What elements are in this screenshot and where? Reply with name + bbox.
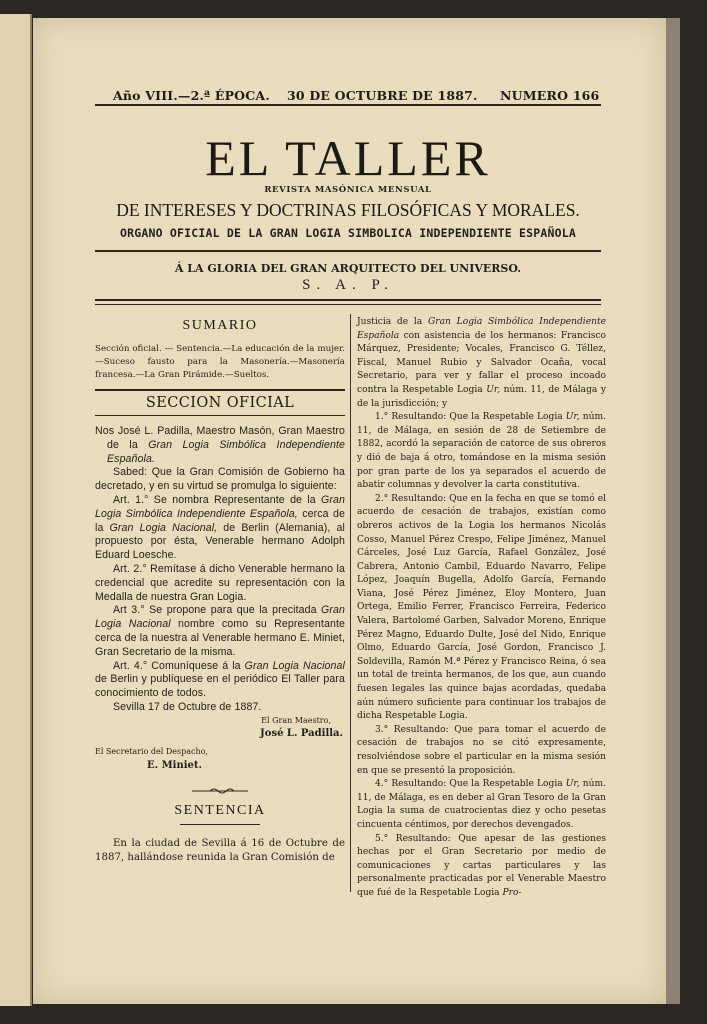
ornament-icon xyxy=(190,787,250,795)
sentencia-rule xyxy=(180,824,260,825)
resultando-2: 2.° Resultando: Que en la fecha en que se tomó el acuerdo de cesación de trabajos, existían como obreros activos de la Logia los hermanos Nicolás Cosso, Manuel Pérez Crespo, Felipe Jiménez, Manuel Cárceles, José Luz García, Rafael González, José Cabrera, Antonio Cambil, Eduardo Navarro, Felipe López, Joaquín Bugella, Adolfo García, Fernando Viana, José Pérez Jiménez, Eloy Montero, Juan Ortega, Emilio Ferrer, Francisco Ferreira, Federico Valera, Bartolomé Garben, Salvador Moreno, Enrique Pérez Magno, Eduardo Dulte, José del Nido, Enrique Olmo, Eduardo García, José Gordon, Francisco J. Soldevilla, Ramón M.ª Pérez y Francisco Reina, ó sea un total de treinta hermanos, de los que, aun cuando fuesen legales las quince bajas acordadas, quedaba aún número suficiente para continuar los trabajos de dicha Respetable Logia. xyxy=(357,493,606,722)
r4-emphasis: Ur, xyxy=(565,779,580,790)
p1-emphasis: Gran Logia Simbólica Independiente Española xyxy=(357,317,606,341)
issue-label: Año VIII.—2.ª ÉPOCA. xyxy=(113,88,270,103)
secretario-name: E. Miniet. xyxy=(147,759,202,771)
p1-text-b: con asistencia de los hermanos: Francisco Márquez, Presidente; Vocales, Francisco G. Téllez, Fiscal, Manuel Rubio y Salvador Ocaña, vocal Secretario, para ver y fallar el proceso incoado contra la Respetable Logia xyxy=(357,330,606,395)
sumario-heading: SUMARIO xyxy=(182,318,258,333)
p1-text-c: núm. 11, de Málaga y de la jurisdicción; y xyxy=(357,384,606,409)
sumario-rule xyxy=(95,389,345,391)
seccion-oficial-heading: SECCION OFICIAL xyxy=(145,395,295,411)
decree-article-4 xyxy=(95,660,345,701)
sentencia-heading: SENTENCIA xyxy=(174,802,266,818)
art3-text-a: Art 3.° Se propone para que la precitada xyxy=(113,604,322,617)
masthead-organo: ORGANO OFICIAL DE LA GRAN LOGIA SIMBOLICA INDEPENDIENTE ESPAÑOLA xyxy=(120,226,576,240)
issue-number: NUMERO 166 xyxy=(500,88,600,103)
r5-text-a: 5.° Resultando: Que apesar de las gestiones hechas por el Gran Secretario por medio de comunicaciones y cartas particulares y las personalmente practicadas por el Venerable Maestro que fué de la Respetable Logia xyxy=(357,833,606,898)
decree-intro xyxy=(95,425,345,466)
r1-text-a: 1.° Resultando: Que la Respetable Logia xyxy=(375,412,566,423)
art1-emphasis-b: Gran Logia Nacional, xyxy=(109,521,218,534)
decree-intro-emphasis: Gran Logia Simbólica Independiente Española. xyxy=(107,438,345,465)
seccion-oficial-rule xyxy=(95,415,345,416)
decree-sabed: Sabed: Que la Gran Comisión de Gobierno ha decretado, y en su virtud se promulga lo siguiente: xyxy=(95,466,345,493)
secretario-title: El Secretario del Despacho, xyxy=(95,746,209,756)
facing-page-edge xyxy=(0,14,32,1006)
p1-emphasis-b: Ur, xyxy=(486,384,501,395)
sentencia-intro: En la ciudad de Sevilla á 16 de Octubre de 1887, hallándose reunida la Gran Comisión de xyxy=(95,837,345,863)
resultando-4 xyxy=(357,778,606,832)
decree-article-2: Art. 2.° Remítase á dicho Venerable hermano la credencial que acredite su representación con la Medalla de nuestra Gran Logia. xyxy=(95,562,345,603)
art3-emphasis: Gran Logia Nacional xyxy=(95,604,345,631)
masthead-title: EL TALLER xyxy=(205,130,491,186)
r1-text-b: núm. 11, de Málaga, en sesión de 28 de Setiembre de 1882, acordó la separación de catorce de sus obreros y dió de baja á otro, tomándose en la misma sesión por gran parte de los ya separados el acuerdo de abatir columnas y devolver la carta constitutiva. xyxy=(357,412,606,491)
p1-text-a: Justicia de la xyxy=(357,317,429,327)
art4-text-b: de Berlin y publíquese en el periódico El Taller para conocimiento de todos. xyxy=(95,673,345,700)
art1-text-c: de Berlin (Alemania), al propuesto por ésta, Venerable hermano Adolph Eduard Loesche. xyxy=(95,521,345,562)
header-rule xyxy=(95,104,601,106)
masthead-subtitle: DE INTERESES Y DOCTRINAS FILOSÓFICAS Y MORALES. xyxy=(116,200,580,220)
r1-emphasis: Ur, xyxy=(565,412,580,423)
r4-text-a: 4.° Resultando: Que la Respetable Logia xyxy=(375,779,566,790)
art4-text-a: Art. 4.° Comuníquese á la xyxy=(113,659,245,672)
r5-emphasis: Pro- xyxy=(502,887,522,898)
sap-line: S. A. P. xyxy=(302,277,394,293)
decree-intro-text: Nos José L. Padilla, Maestro Masón, Gran Maestro de la xyxy=(95,425,345,451)
resultando-1 xyxy=(357,411,606,493)
art3-text-b: nombre como su Representante cerca de la nuestra al Venerable hermano E. Miniet, Gran Secretario de la misma. xyxy=(95,618,345,658)
column-separator xyxy=(350,314,351,892)
right-column xyxy=(357,316,606,901)
dedication-line: Á LA GLORIA DEL GRAN ARQUITECTO DEL UNIVERSO. xyxy=(174,262,522,275)
gran-maestro-title: El Gran Maestro, xyxy=(261,715,331,725)
resultando-3: 3.° Resultando: Que para tomar el acuerdo de cesación de trabajos no se citó expresamente, resolviéndose sobre el particular en la misma sesión en que se presentó la proposición. xyxy=(357,724,606,776)
masthead-rule xyxy=(95,250,601,252)
decree-date: Sevilla 17 de Octubre de 1887. xyxy=(113,700,262,713)
sentencia-continuation xyxy=(357,316,606,411)
section-rule-bottom xyxy=(95,304,601,305)
art4-emphasis: Gran Logia Nacional xyxy=(244,659,345,672)
resultando-5 xyxy=(357,833,606,901)
art1-emphasis-a: Gran Logia Simbólica Independiente Española, xyxy=(95,493,345,520)
art1-text-b: cerca de la xyxy=(95,507,345,534)
ornament-divider xyxy=(95,780,345,799)
sumario-text: Sección oficial. — Sentencia.—La educación de la mujer.—Suceso fausto para la Masonería.—Masonería francesa.—La Gran Pirámide.—Sueltos. xyxy=(95,344,345,380)
gran-maestro-name: José L. Padilla. xyxy=(260,727,343,739)
art1-text-a: Art. 1.° Se nombra Representante de la xyxy=(113,493,322,506)
left-column xyxy=(95,316,345,865)
decree-article-3 xyxy=(95,604,345,659)
masthead-subtitle-small: REVISTA MASÓNICA MENSUAL xyxy=(264,185,432,195)
decree-article-1 xyxy=(95,494,345,563)
page-edge xyxy=(666,18,680,1004)
section-rule-top xyxy=(95,299,601,301)
issue-date: 30 DE OCTUBRE DE 1887. xyxy=(287,88,478,103)
r4-text-b: núm. 11, de Málaga, es en deber al Gran Tesoro de la Gran Logia la suma de cuatrocientas diez y ocho pesetas cincuenta céntimos, por derechos devengados. xyxy=(357,779,606,830)
